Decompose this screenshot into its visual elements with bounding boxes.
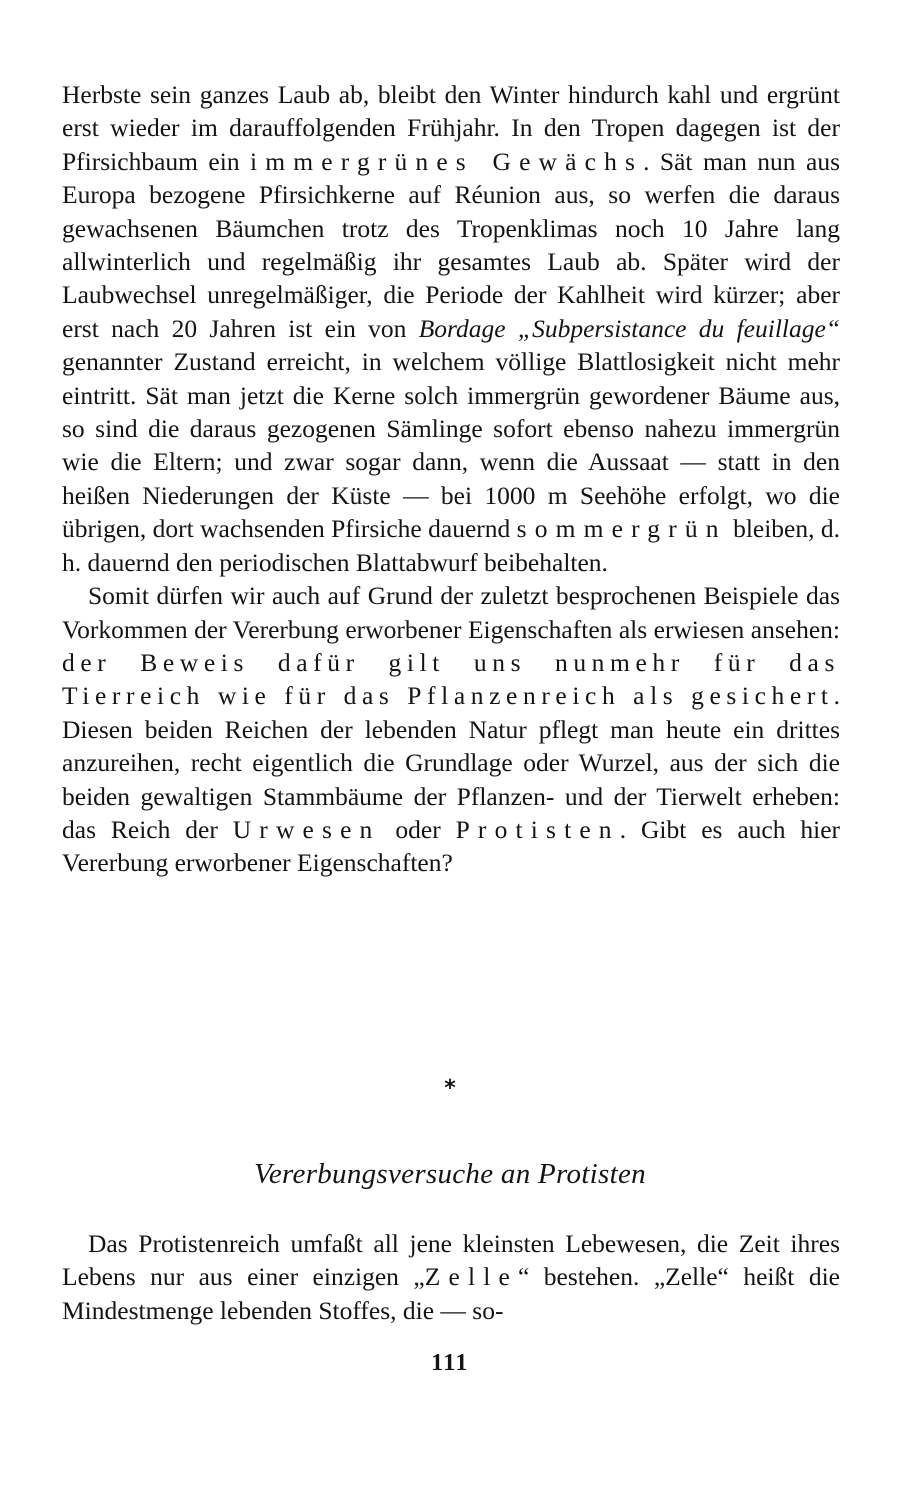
text-run: Somit dürfen wir auch auf Grund der zuletzt besprochenen Beispiele das Vorkommen der Vererbung erworbener Eigenschaften als erwiesen ansehen: [62,581,840,644]
text-run: genannter Zustand erreicht, in welchem völlige Blattlosigkeit nicht mehr eintritt. Sät man jetzt die Kerne solch immergrün gewordener Bäume aus, so sind die daraus gezogenen Sämlinge sofort ebenso nahezu immergrün wie die Eltern; und zwar sogar dann, wenn die Aussaat — statt in den heißen Niederungen der Küste — bei 1000 m Seehöhe erfolgt, wo die übrigen, dort wachsenden Pfirsiche dauernd [62,347,840,544]
text-run: . Sät man nun aus Europa bezogene Pfirsichkerne auf Réunion aus, so werfen die daraus gewachsenen Bäumchen trotz des Tropenklimas noch 10 Jahre lang allwinterlich und regelmäßig ihr gesamtes Laub ab. Später wird der Laubwechsel unregelmäßiger, die Periode der Kahlheit wird kürzer; aber erst nach 20 Jahren ist ein von [62,146,841,343]
spaced-emphasis: sommergrün [516,514,727,544]
paragraph-protists [62,1227,840,1327]
text-run: “ bestehen. „Zelle“ heißt die Mindestmenge lebenden Stoffes, die — so- [62,1262,840,1325]
body-text [62,78,840,880]
text-run: . Diesen beiden Reichen der lebenden Natur pflegt man heute ein drittes anzureihen, recht eigentlich die Grundlage oder Wurzel, aus der sich die beiden gewaltigen Stammbäume der Pflanzen- und der Tierwelt erheben: das Reich der [62,681,840,844]
paragraph-peach-tree [62,78,840,579]
spaced-emphasis: Urwesen [232,814,381,844]
section-heading: Vererbungsversuche an Protisten [254,1158,646,1190]
spaced-emphasis: immergrünes Gewächs [250,146,644,176]
spaced-emphasis: Zelle [424,1262,518,1292]
spaced-emphasis: Protisten [455,814,620,844]
spaced-emphasis: der Beweis dafür gilt uns nunmehr für das Tierreich wie für das Pflanzenreich als gesichert [62,647,840,711]
section-separator: * [444,1076,456,1101]
italic-citation: Bordage „Subpersistance du feuillage“ [418,313,840,343]
text-run: bleiben, d. h. dauernd den periodischen Blattabwurf beibehalten. [62,514,841,577]
text-run: Herbste sein ganzes Laub ab, bleibt den Winter hindurch kahl und ergrünt erst wieder im darauffolgenden Frühjahr. In den Tropen dagegen ist der Pfirsichbaum ein [62,80,840,176]
paragraph-conclusion [62,579,840,880]
text-run: . Gibt es auch hier Vererbung erworbener Eigenschaften? [62,814,841,878]
page-number: 111 [431,1350,469,1376]
text-run: Das Protistenreich umfaßt all jene kleinsten Lebewesen, die Zeit ihres Lebens nur aus einer einzigen „ [62,1229,840,1292]
text-run: oder [380,814,456,844]
body-text-continued [62,1227,840,1327]
